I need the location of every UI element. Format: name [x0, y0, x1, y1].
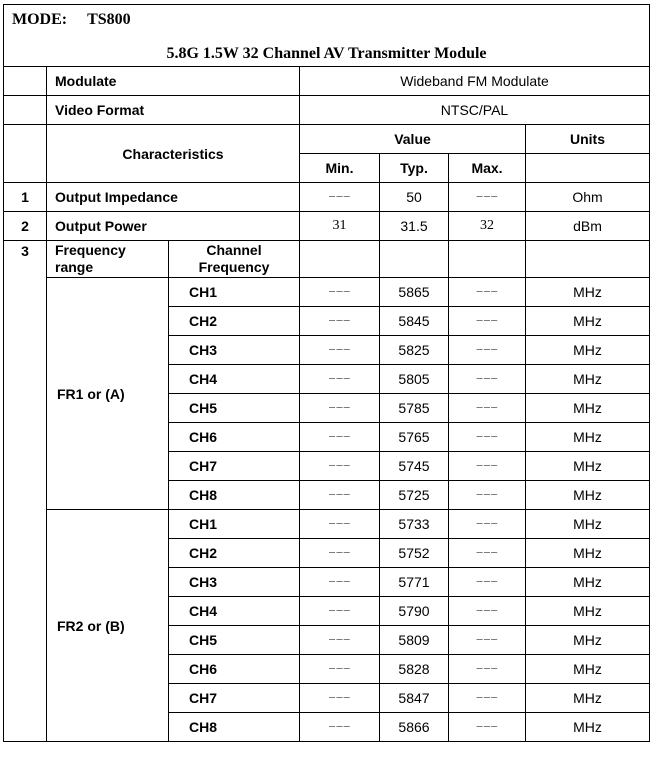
max-value: −−− — [449, 423, 526, 452]
typ-value: 5725 — [380, 481, 449, 510]
min-header: Min. — [300, 154, 380, 183]
max-value: −−− — [449, 481, 526, 510]
unit-value: MHz — [526, 568, 650, 597]
empty-cell — [526, 241, 650, 278]
min-value: −−− — [300, 307, 380, 336]
min-value: −−− — [300, 394, 380, 423]
typ-header: Typ. — [380, 154, 449, 183]
unit-value: MHz — [526, 597, 650, 626]
min-value: −−− — [300, 655, 380, 684]
min-value: −−− — [300, 336, 380, 365]
min-value: −−− — [300, 713, 380, 742]
modulate-value: Wideband FM Modulate — [300, 67, 650, 96]
min-value: −−− — [300, 684, 380, 713]
unit-value: MHz — [526, 394, 650, 423]
typ-value: 5745 — [380, 452, 449, 481]
mode-value: TS800 — [87, 11, 131, 28]
unit-value: MHz — [526, 713, 650, 742]
empty-cell — [4, 96, 47, 125]
unit-value: Ohm — [526, 183, 650, 212]
channel-label: CH1 — [169, 510, 300, 539]
channel-label: CH7 — [169, 684, 300, 713]
empty-cell — [449, 241, 526, 278]
document-title: 5.8G 1.5W 32 Channel AV Transmitter Module — [166, 45, 487, 62]
max-value: −−− — [449, 365, 526, 394]
channel-label: CH8 — [169, 481, 300, 510]
typ-value: 5790 — [380, 597, 449, 626]
item-name: Output Impedance — [47, 183, 300, 212]
typ-value: 5825 — [380, 336, 449, 365]
channel-label: CH3 — [169, 568, 300, 597]
typ-value: 5765 — [380, 423, 449, 452]
typ-value: 5785 — [380, 394, 449, 423]
max-value: −−− — [449, 336, 526, 365]
min-value: −−− — [300, 510, 380, 539]
unit-value: MHz — [526, 336, 650, 365]
min-value: 31 — [300, 212, 380, 241]
modulate-row — [4, 67, 650, 96]
item-number: 3 — [4, 241, 47, 742]
channel-frequency-label: Channel Frequency — [169, 241, 300, 278]
min-value: −−− — [300, 423, 380, 452]
header-cell — [4, 5, 650, 67]
min-value: −−− — [300, 452, 380, 481]
max-value: −−− — [449, 539, 526, 568]
min-value: −−− — [300, 597, 380, 626]
video-format-label: Video Format — [47, 96, 300, 125]
max-value: −−− — [449, 655, 526, 684]
unit-value: MHz — [526, 423, 650, 452]
min-value: −−− — [300, 626, 380, 655]
mode-label: MODE: — [12, 11, 68, 28]
unit-value: MHz — [526, 510, 650, 539]
max-value: −−− — [449, 684, 526, 713]
min-value: −−− — [300, 365, 380, 394]
characteristics-header: Characteristics — [47, 125, 300, 183]
typ-value: 5805 — [380, 365, 449, 394]
empty-cell — [4, 67, 47, 96]
unit-value: MHz — [526, 684, 650, 713]
unit-value: MHz — [526, 365, 650, 394]
min-value: −−− — [300, 278, 380, 307]
max-value: −−− — [449, 394, 526, 423]
unit-value: MHz — [526, 278, 650, 307]
spec-table — [3, 4, 650, 742]
typ-value: 5809 — [380, 626, 449, 655]
typ-value: 5752 — [380, 539, 449, 568]
channel-label: CH4 — [169, 597, 300, 626]
typ-value: 5865 — [380, 278, 449, 307]
units-header: Units — [526, 125, 650, 154]
column-header-row — [4, 125, 650, 154]
item-row — [4, 183, 650, 212]
channel-label: CH8 — [169, 713, 300, 742]
video-format-row — [4, 96, 650, 125]
item-name: Output Power — [47, 212, 300, 241]
channel-label: CH3 — [169, 336, 300, 365]
channel-label: CH6 — [169, 423, 300, 452]
band-name: FR2 or (B) — [47, 510, 169, 742]
empty-cell — [380, 241, 449, 278]
max-value: −−− — [449, 278, 526, 307]
typ-value: 5771 — [380, 568, 449, 597]
channel-label: CH5 — [169, 626, 300, 655]
typ-value: 5845 — [380, 307, 449, 336]
value-header: Value — [300, 125, 526, 154]
max-value: −−− — [449, 597, 526, 626]
mode-line — [12, 11, 131, 29]
typ-value: 50 — [380, 183, 449, 212]
item-number: 1 — [4, 183, 47, 212]
unit-value: dBm — [526, 212, 650, 241]
typ-value: 5828 — [380, 655, 449, 684]
modulate-label: Modulate — [47, 67, 300, 96]
max-value: −−− — [449, 452, 526, 481]
max-value: −−− — [449, 183, 526, 212]
frequency-header-row — [4, 241, 650, 278]
max-value: −−− — [449, 307, 526, 336]
max-header: Max. — [449, 154, 526, 183]
channel-row — [4, 510, 650, 539]
max-value: −−− — [449, 510, 526, 539]
min-value: −−− — [300, 481, 380, 510]
channel-row — [4, 278, 650, 307]
channel-label: CH2 — [169, 539, 300, 568]
channel-label: CH7 — [169, 452, 300, 481]
typ-value: 5733 — [380, 510, 449, 539]
channel-label: CH1 — [169, 278, 300, 307]
channel-label: CH6 — [169, 655, 300, 684]
channel-label: CH5 — [169, 394, 300, 423]
channel-label: CH2 — [169, 307, 300, 336]
min-value: −−− — [300, 539, 380, 568]
empty-cell — [4, 125, 47, 183]
band-name: FR1 or (A) — [47, 278, 169, 510]
unit-value: MHz — [526, 655, 650, 684]
empty-cell — [526, 154, 650, 183]
typ-value: 5847 — [380, 684, 449, 713]
unit-value: MHz — [526, 481, 650, 510]
max-value: 32 — [449, 212, 526, 241]
unit-value: MHz — [526, 452, 650, 481]
max-value: −−− — [449, 626, 526, 655]
typ-value: 5866 — [380, 713, 449, 742]
item-number: 2 — [4, 212, 47, 241]
max-value: −−− — [449, 568, 526, 597]
empty-cell — [300, 241, 380, 278]
min-value: −−− — [300, 183, 380, 212]
typ-value: 31.5 — [380, 212, 449, 241]
item-row — [4, 212, 650, 241]
header-row — [4, 5, 650, 67]
unit-value: MHz — [526, 539, 650, 568]
spec-sheet — [3, 4, 649, 742]
frequency-range-label: Frequency range — [47, 241, 169, 278]
unit-value: MHz — [526, 626, 650, 655]
unit-value: MHz — [526, 307, 650, 336]
channel-label: CH4 — [169, 365, 300, 394]
min-value: −−− — [300, 568, 380, 597]
max-value: −−− — [449, 713, 526, 742]
video-format-value: NTSC/PAL — [300, 96, 650, 125]
